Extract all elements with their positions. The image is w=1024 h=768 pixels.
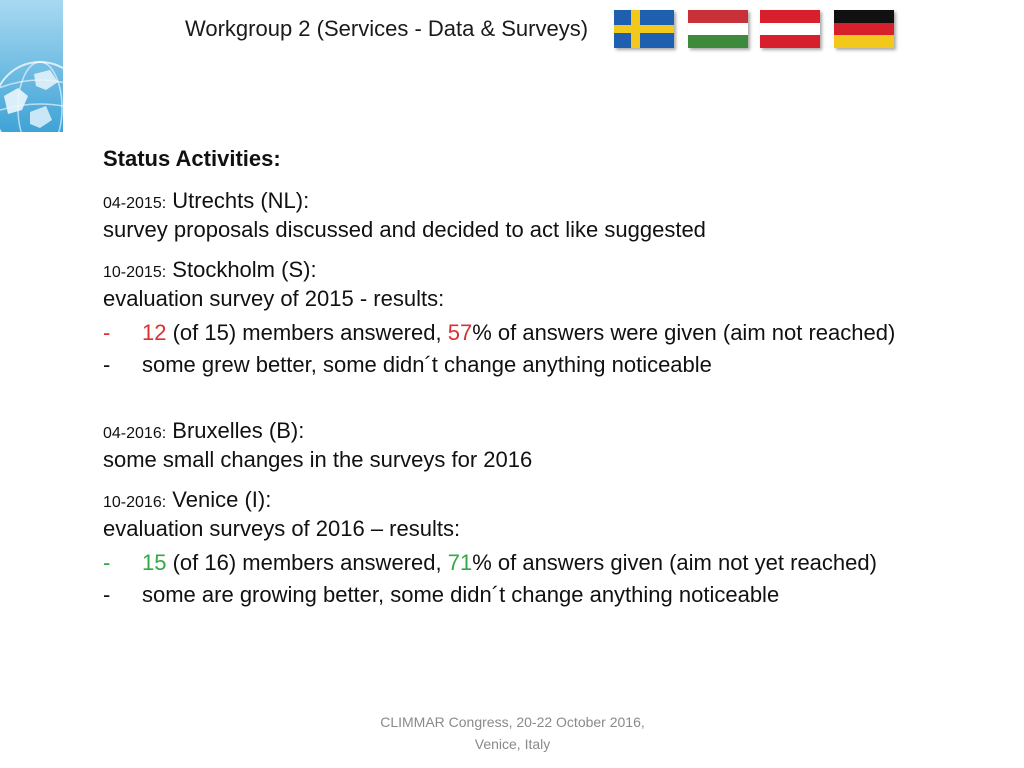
activity-bruxelles — [103, 418, 993, 473]
slide-title: Workgroup 2 (Services - Data & Surveys) — [185, 16, 589, 41]
activity-utrecht — [103, 188, 993, 243]
members-answered-count: 15 — [142, 550, 167, 575]
activity-description: evaluation survey of 2015 - results: — [103, 286, 445, 311]
bullet-dash: - — [103, 320, 111, 345]
answers-percent: 57 — [447, 320, 473, 345]
bullet-dash: - — [103, 582, 111, 607]
activity-description: some small changes in the surveys for 2016 — [103, 447, 533, 472]
activity-date: 04-2016: — [103, 425, 167, 442]
activity-date: 10-2015: — [103, 264, 167, 281]
activity-title — [103, 257, 993, 286]
list-item-text: some grew better, some didn´t change anything noticeable — [142, 352, 712, 377]
activity-title — [103, 188, 993, 217]
list-item-text: (of 15) members answered, — [166, 320, 448, 345]
activity-date: 10-2016: — [103, 494, 167, 511]
activity-venice — [103, 487, 993, 608]
climmar-globe-logo — [0, 0, 63, 132]
list-item-text: some are growing better, some didn´t change anything noticeable — [142, 582, 780, 607]
bullet-dash: - — [103, 352, 111, 377]
flag-austria-icon — [760, 10, 820, 48]
bullet-dash: - — [103, 550, 111, 575]
status-heading: Status Activities: — [103, 146, 281, 171]
members-answered-count: 12 — [142, 320, 167, 345]
activity-title — [103, 487, 993, 516]
results-list — [103, 550, 993, 608]
activity-description: survey proposals discussed and decided to act like suggested — [103, 217, 706, 242]
activity-place: Bruxelles (B): — [172, 418, 305, 443]
activity-date: 04-2015: — [103, 195, 167, 212]
flag-sweden-icon — [614, 10, 674, 48]
list-item-text: % of answers were given (aim not reached) — [472, 320, 896, 345]
activity-title — [103, 418, 993, 447]
flag-germany-icon — [834, 10, 894, 48]
status-content — [103, 146, 993, 622]
activity-stockholm — [103, 257, 993, 378]
list-item — [103, 320, 993, 346]
list-item — [103, 582, 993, 608]
results-list — [103, 320, 993, 378]
footer-line: Venice, Italy — [474, 736, 551, 752]
activity-place: Stockholm (S): — [172, 257, 317, 282]
activity-description: evaluation surveys of 2016 – results: — [103, 516, 461, 541]
slide-footer — [360, 711, 665, 755]
answers-percent: 71 — [447, 550, 473, 575]
list-item-text: (of 16) members answered, — [166, 550, 448, 575]
activity-place: Utrechts (NL): — [172, 188, 310, 213]
flag-hungary-icon — [688, 10, 748, 48]
list-item-text: % of answers given (aim not yet reached) — [472, 550, 877, 575]
activity-place: Venice (I): — [172, 487, 272, 512]
list-item — [103, 550, 993, 576]
list-item — [103, 352, 993, 378]
footer-line: CLIMMAR Congress, 20-22 October 2016, — [380, 714, 645, 730]
